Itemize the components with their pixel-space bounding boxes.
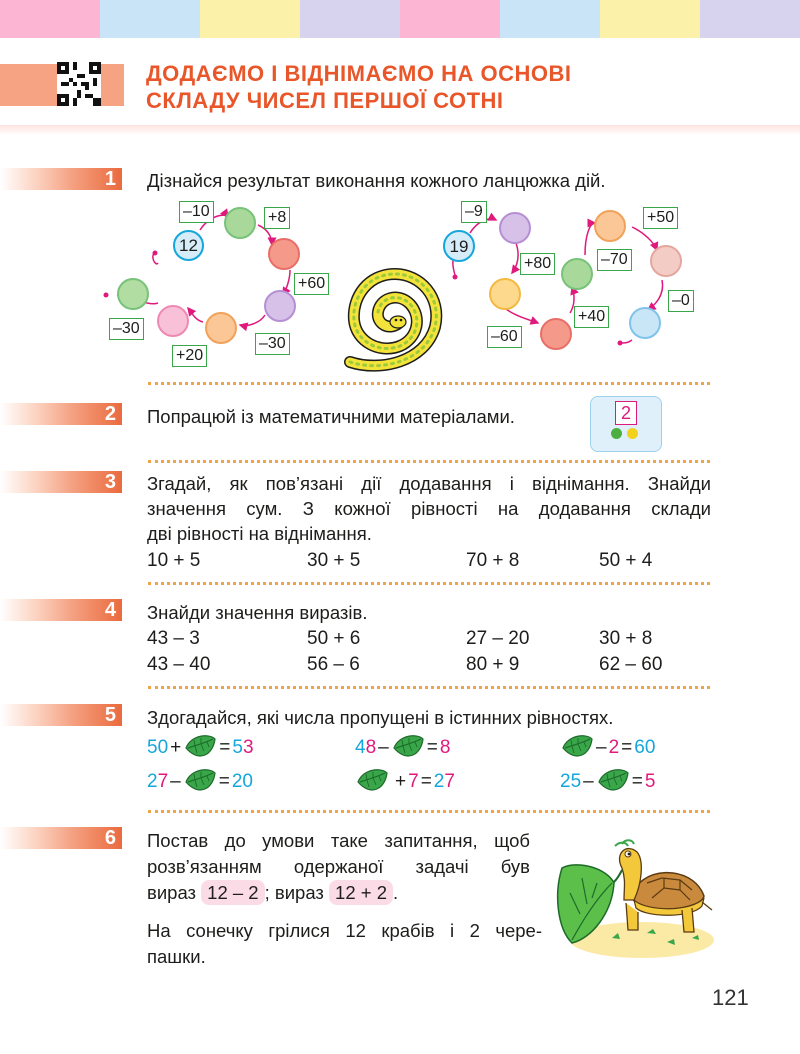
stripe <box>0 0 100 38</box>
op-box: +60 <box>294 273 329 295</box>
expression: 80 + 9 <box>466 654 520 675</box>
eq-operator: + <box>395 771 407 792</box>
divider <box>148 382 710 385</box>
op-box: –30 <box>109 318 144 340</box>
chain-circle <box>499 212 531 244</box>
expression: 43 – 40 <box>147 654 211 675</box>
task-text: Дізнайся результат виконання кожного ланцюжка дій. <box>147 170 606 191</box>
expression: 50 + 4 <box>599 550 653 571</box>
task-number: 5 <box>0 704 122 726</box>
eq-equals: = <box>631 771 643 792</box>
expression-pill: 12 – 2 <box>201 880 264 905</box>
eq-equals: = <box>426 737 438 758</box>
leaf-icon <box>355 767 389 797</box>
eq-digit: 4 <box>355 737 366 758</box>
stripe <box>200 0 300 38</box>
eq-digit: 8 <box>365 737 377 758</box>
expression: 30 + 5 <box>307 550 361 571</box>
task-number: 6 <box>0 827 122 849</box>
eq-number: 20 <box>231 771 253 792</box>
task-number: 1 <box>0 168 122 190</box>
chain-circle <box>489 278 521 310</box>
turtle-icon <box>552 838 718 960</box>
stripe <box>500 0 600 38</box>
eq-operator: – <box>378 737 389 758</box>
op-box: +40 <box>574 306 609 328</box>
leaf-icon <box>183 767 217 797</box>
task-text-line: розв’язанням одержаної задачі був <box>147 856 530 877</box>
eq-number: 7 <box>408 771 419 792</box>
task-text-line <box>147 880 398 905</box>
eq-digit: 6 <box>634 737 645 758</box>
op-box: –60 <box>487 326 522 348</box>
eq-operator: – <box>170 771 181 792</box>
eq-digit: 3 <box>242 737 254 758</box>
eq-equals: = <box>420 771 432 792</box>
expression: 56 – 6 <box>307 654 360 675</box>
stripe <box>400 0 500 38</box>
equation <box>560 767 655 797</box>
eq-equals: = <box>621 737 633 758</box>
text-word: . <box>392 882 399 903</box>
stripe <box>100 0 200 38</box>
green-dot <box>611 428 622 439</box>
divider <box>148 460 710 463</box>
task-text: Знайди значення виразів. <box>147 602 368 623</box>
chain-circle <box>594 210 626 242</box>
divider <box>148 582 710 585</box>
stripe <box>300 0 400 38</box>
chain-circle <box>629 307 661 339</box>
op-box: –30 <box>255 333 290 355</box>
task-text-line: Згадай, як пов’язані дії додавання і віднімання. Знайди <box>147 473 711 494</box>
chain-circle <box>224 207 256 239</box>
task-text-line: значення сум. З кожної рівності на додавання склади <box>147 498 711 519</box>
expression: 62 – 60 <box>599 654 663 675</box>
op-box: –0 <box>668 290 694 312</box>
eq-number: 5 <box>644 771 656 792</box>
op-box: –70 <box>597 249 632 271</box>
eq-number: 25 <box>560 771 582 792</box>
chain-circle <box>157 305 189 337</box>
task-text: Здогадайся, які числа пропущені в істинних рівностях. <box>147 707 614 728</box>
yellow-dot <box>627 428 638 439</box>
eq-digit: 7 <box>157 771 169 792</box>
task-number: 3 <box>0 471 122 493</box>
stripe <box>600 0 700 38</box>
op-box: +50 <box>643 207 678 229</box>
expression: 10 + 5 <box>147 550 201 571</box>
op-box: +80 <box>520 253 555 275</box>
eq-operator: + <box>170 737 182 758</box>
cards-icon[interactable] <box>590 396 662 452</box>
chain-circle <box>117 278 149 310</box>
title-line: ДОДАЄМО І ВІДНІМАЄМО НА ОСНОВІ <box>146 61 572 86</box>
expression: 30 + 8 <box>599 628 653 649</box>
eq-number: 2 <box>608 737 620 758</box>
op-box: +8 <box>264 207 290 229</box>
eq-digit: 0 <box>644 737 656 758</box>
task-number: 2 <box>0 403 122 425</box>
eq-equals: = <box>219 737 231 758</box>
header-band <box>0 125 800 135</box>
chain-circle <box>264 290 296 322</box>
expression: 27 – 20 <box>466 628 530 649</box>
eq-digit: 2 <box>147 771 158 792</box>
divider <box>148 686 710 689</box>
eq-number: 8 <box>439 737 451 758</box>
op-box: +20 <box>172 345 207 367</box>
chain-circle <box>540 318 572 350</box>
expression-pill: 12 + 2 <box>329 880 393 905</box>
text-word: вираз <box>147 882 197 903</box>
task-text-line: На сонечку грілися 12 крабів і 2 чере- <box>147 920 542 941</box>
header-stripes <box>0 0 800 38</box>
equation <box>147 767 253 797</box>
equation <box>147 733 254 763</box>
page-title <box>146 60 571 114</box>
eq-digit: 2 <box>433 771 445 792</box>
task-text-line: пашки. <box>147 946 206 967</box>
chain-circle <box>268 238 300 270</box>
chain-start-value: 12 <box>179 236 198 255</box>
expression: 70 + 8 <box>466 550 520 571</box>
eq-operator: – <box>583 771 594 792</box>
task-text-line: дві рівності на віднімання. <box>147 523 372 544</box>
chain-circle <box>650 245 682 277</box>
title-line: СКЛАДУ ЧИСЕЛ ПЕРШОЇ СОТНІ <box>146 88 504 113</box>
leaf-icon <box>391 733 425 763</box>
task-text-line: Постав до умови таке запитання, щоб <box>147 830 530 851</box>
op-box: –9 <box>461 201 487 223</box>
equation <box>560 733 655 763</box>
leaf-icon <box>183 733 217 763</box>
equation <box>355 733 450 763</box>
leaf-icon <box>596 767 630 797</box>
eq-number: 50 <box>147 737 169 758</box>
eq-operator: – <box>596 737 607 758</box>
expression: 43 – 3 <box>147 628 200 649</box>
text-word: ; вираз <box>264 882 324 903</box>
chain-circle <box>561 258 593 290</box>
qr-code-icon[interactable] <box>57 62 101 106</box>
stripe <box>700 0 800 38</box>
eq-equals: = <box>218 771 230 792</box>
leaf-icon <box>560 733 594 763</box>
chain-start-value: 19 <box>449 237 469 256</box>
task-text: Попрацюй із математичними матеріалами. <box>147 406 515 427</box>
eq-digit: 5 <box>232 737 243 758</box>
page-number: 121 <box>712 985 749 1010</box>
op-box: –10 <box>179 201 214 223</box>
divider <box>148 810 710 813</box>
chain-circle <box>205 312 237 344</box>
expression: 50 + 6 <box>307 628 361 649</box>
eq-digit: 7 <box>444 771 455 792</box>
equation <box>355 767 455 797</box>
card-number: 2 <box>615 401 637 425</box>
snake-icon <box>340 262 450 372</box>
task-number: 4 <box>0 599 122 621</box>
